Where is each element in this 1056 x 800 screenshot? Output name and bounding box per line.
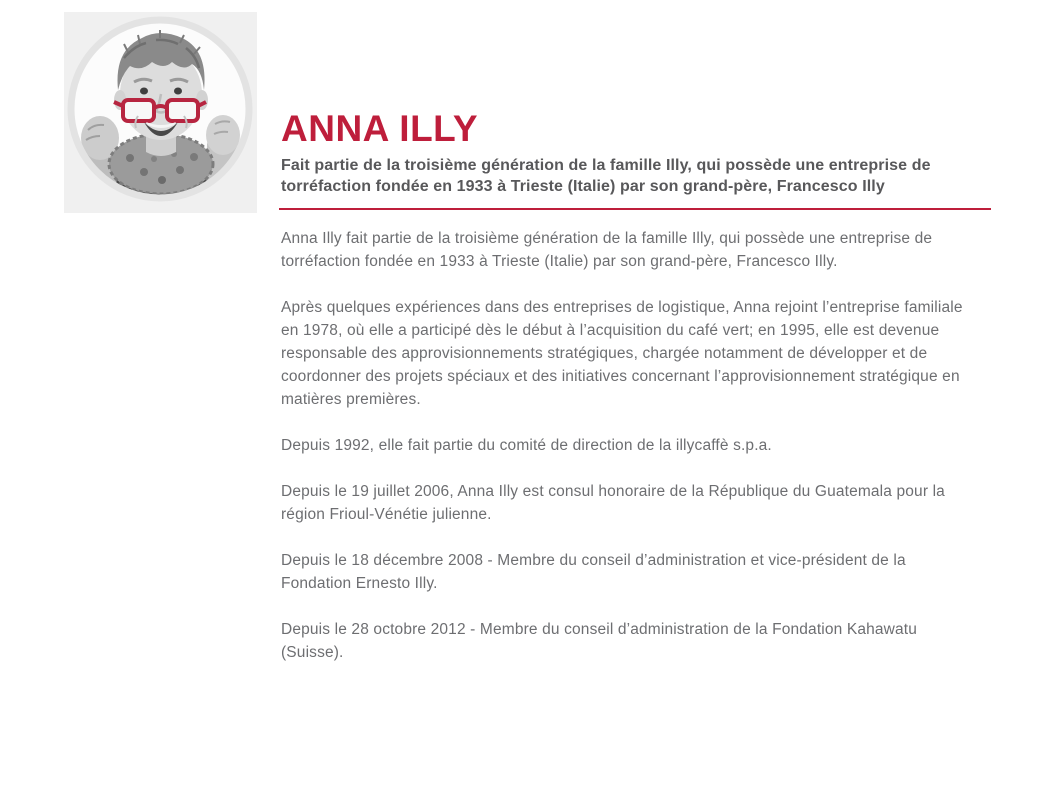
red-divider bbox=[279, 208, 991, 210]
bio-paragraph: Depuis le 19 juillet 2006, Anna Illy est consul honoraire de la République du Guatemala pour la région Frioul-Vénétie julienne. bbox=[281, 483, 945, 523]
portrait-anna-illy-image bbox=[64, 12, 257, 213]
bio-content bbox=[281, 110, 991, 687]
bio-paragraph: Anna Illy fait partie de la troisième génération de la famille Illy, qui possède une entreprise de torréfaction fondée en 1933 à Trieste (Italie) par son grand-père, Francesco Illy. bbox=[281, 230, 933, 270]
profile-subtitle: Fait partie de la troisième génération de la famille Illy, qui possède une entreprise de torréfaction fondée en 1933 à Trieste (Italie) par son grand-père, Francesco Illy bbox=[281, 157, 931, 195]
bio-paragraph: Après quelques expériences dans des entreprises de logistique, Anna rejoint l’entreprise familiale en 1978, où elle a participé dès le début à l’acquisition du café vert; en 1995, elle est devenue responsable des approvisionnements stratégiques, chargée notamment de développer et de coordonner des projets spéciaux et des initiatives concernant l’approvisionnement stratégique en matières premières. bbox=[281, 299, 963, 408]
bio-paragraph: Depuis 1992, elle fait partie du comité de direction de la illycaffè s.p.a. bbox=[281, 437, 772, 454]
profile-photo bbox=[64, 12, 257, 213]
bio-paragraph: Depuis le 28 octobre 2012 - Membre du conseil d’administration de la Fondation Kahawatu (Suisse). bbox=[281, 621, 918, 661]
bio-paragraph: Depuis le 18 décembre 2008 - Membre du conseil d’administration et vice-président de la Fondation Ernesto Illy. bbox=[281, 552, 906, 592]
bio-paragraphs bbox=[281, 227, 991, 664]
page-title: ANNA ILLY bbox=[281, 108, 479, 149]
